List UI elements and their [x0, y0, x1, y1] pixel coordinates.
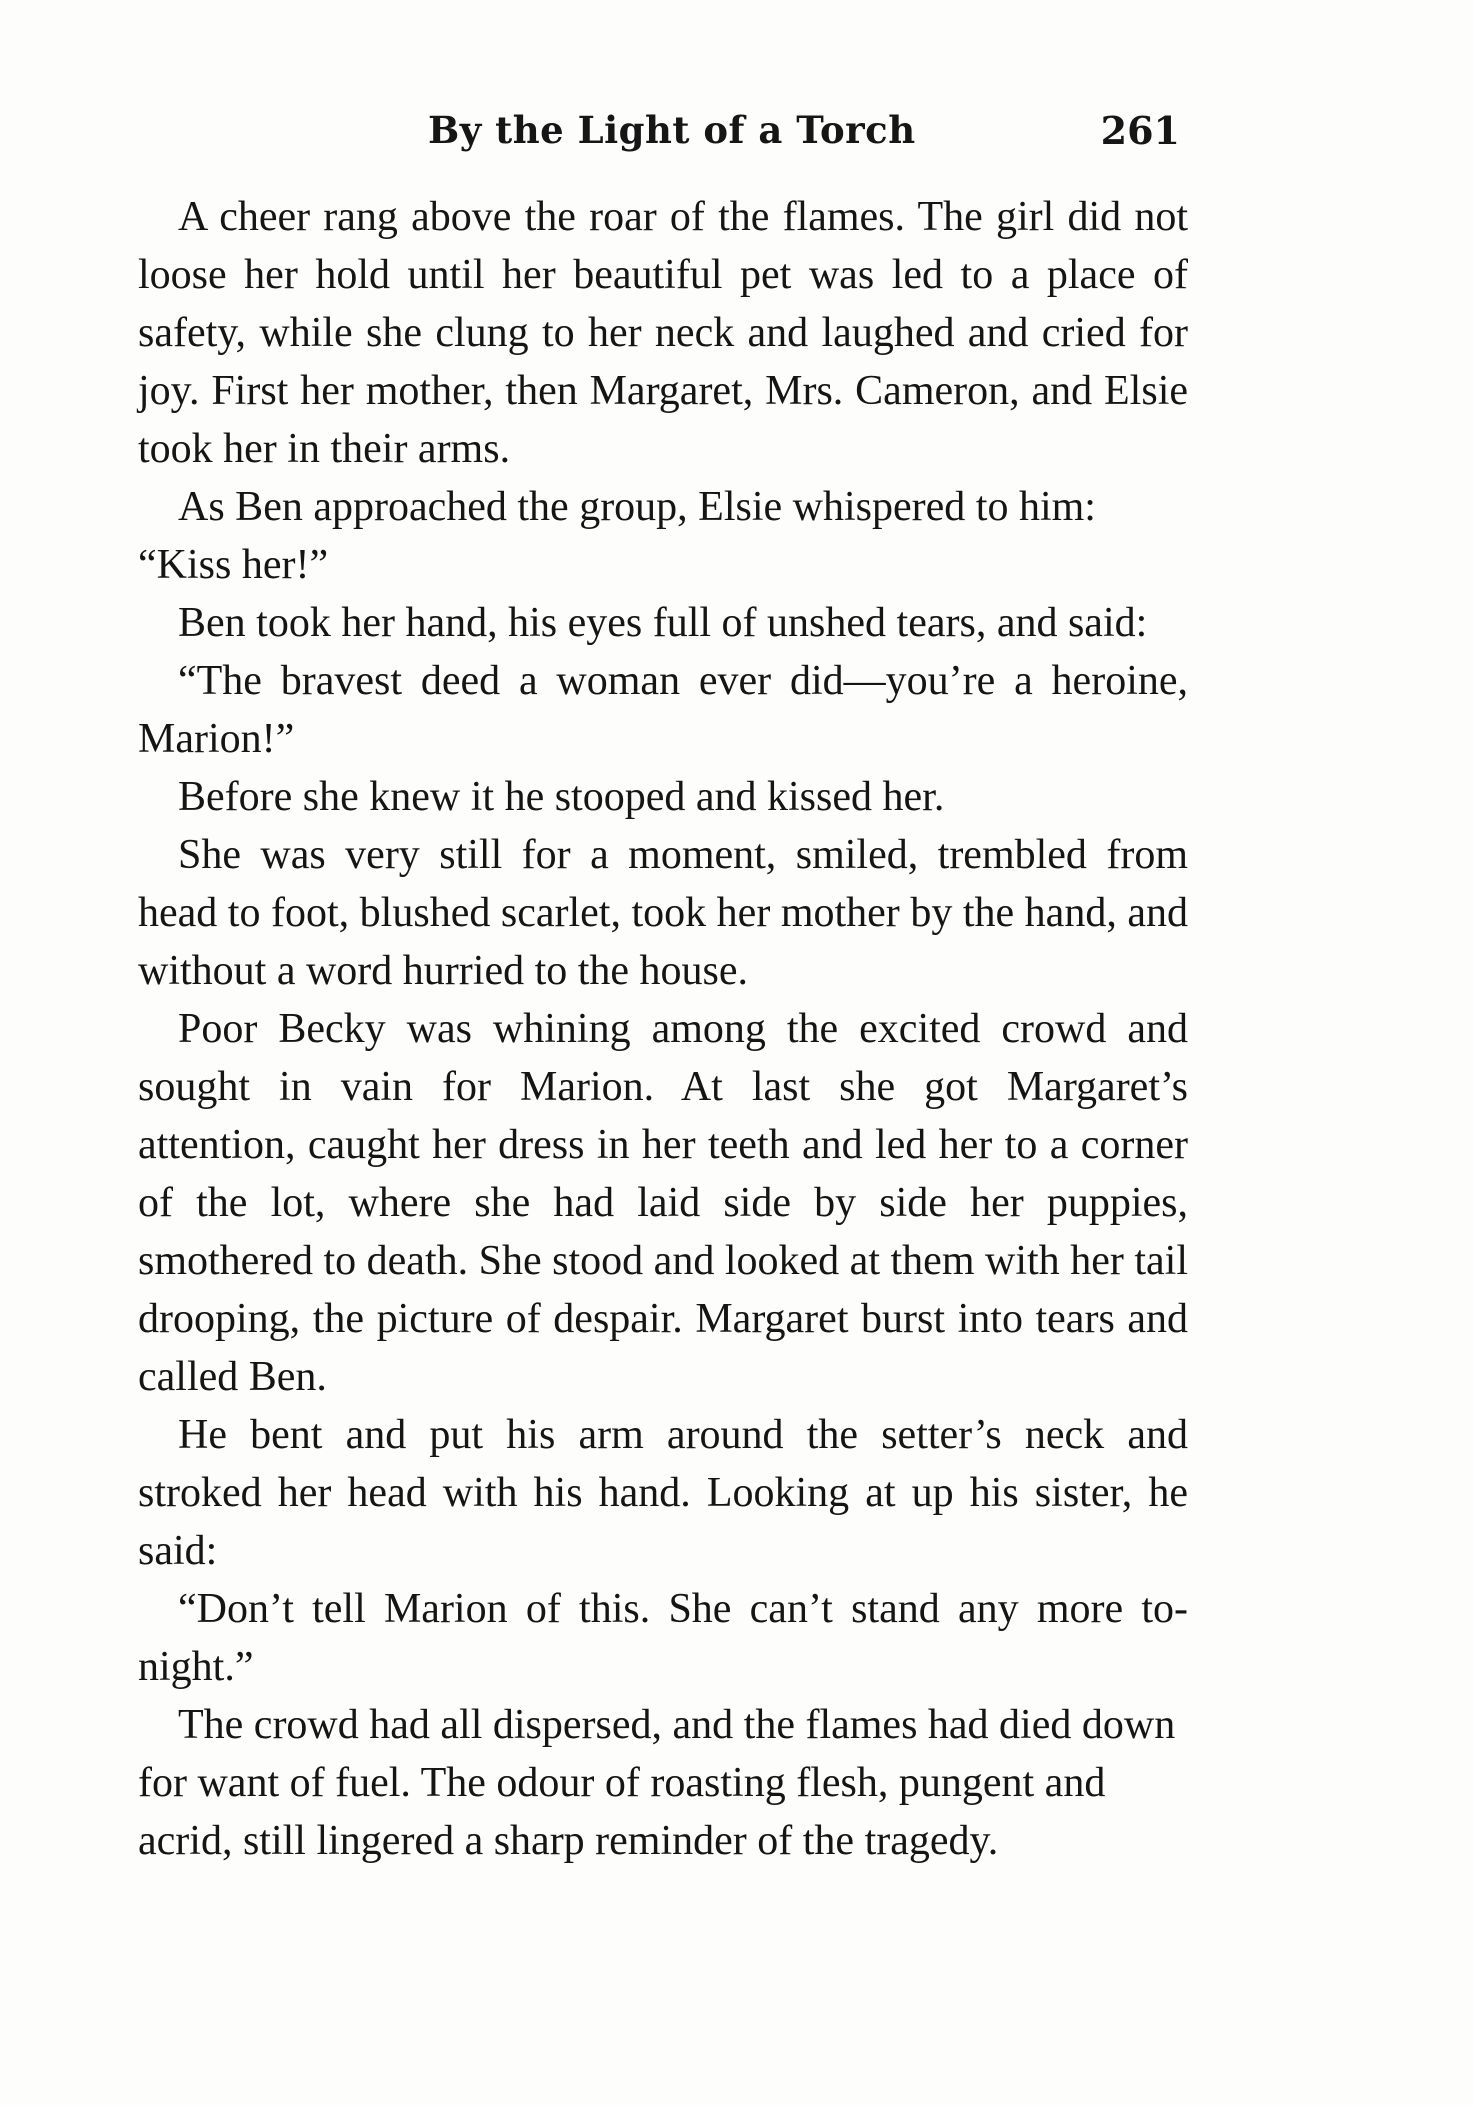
paragraph: A cheer rang above the roar of the flames. The girl did not loose her hold until her beautiful pet was led to a place of safety, while she clung to her neck and laughed and cried for joy. First her mother, then Margaret, Mrs. Cameron, and Elsie took her in their arms.	[138, 194, 1188, 472]
page-number: 261	[1100, 108, 1180, 153]
paragraph: Ben took her hand, his eyes full of unshed tears, and said:	[178, 600, 1148, 646]
running-head	[138, 108, 1188, 168]
paragraph: He bent and put his arm around the setter’s neck and stroked her head with his hand. Looking at up his sister, he said:	[138, 1412, 1188, 1574]
paragraph: Before she knew it he stooped and kissed her.	[178, 774, 945, 820]
running-head-title: By the Light of a Torch	[428, 108, 916, 152]
paragraph: “The bravest deed a woman ever did—you’re a heroine, Marion!”	[138, 658, 1188, 762]
paragraph: “Don’t tell Marion of this. She can’t stand any more to-night.”	[138, 1586, 1188, 1690]
paragraph: The crowd had all dispersed, and the flames had died down for want of fuel. The odour of roasting flesh, pungent and acrid, still lingered a sharp reminder of the tragedy.	[138, 1702, 1176, 1864]
paragraph: “Kiss her!”	[138, 542, 329, 588]
paragraph: She was very still for a moment, smiled, trembled from head to foot, blushed scarlet, took her mother by the hand, and without a word hurried to the house.	[138, 832, 1188, 994]
paragraph: Poor Becky was whining among the excited crowd and sought in vain for Marion. At last she got Margaret’s attention, caught her dress in her teeth and led her to a corner of the lot, where she had laid side by side her puppies, smothered to death. She stood and looked at them with her tail drooping, the picture of despair. Margaret burst into tears and called Ben.	[138, 1006, 1188, 1400]
body-text	[138, 188, 1188, 1870]
paragraph: As Ben approached the group, Elsie whispered to him:	[178, 484, 1096, 530]
